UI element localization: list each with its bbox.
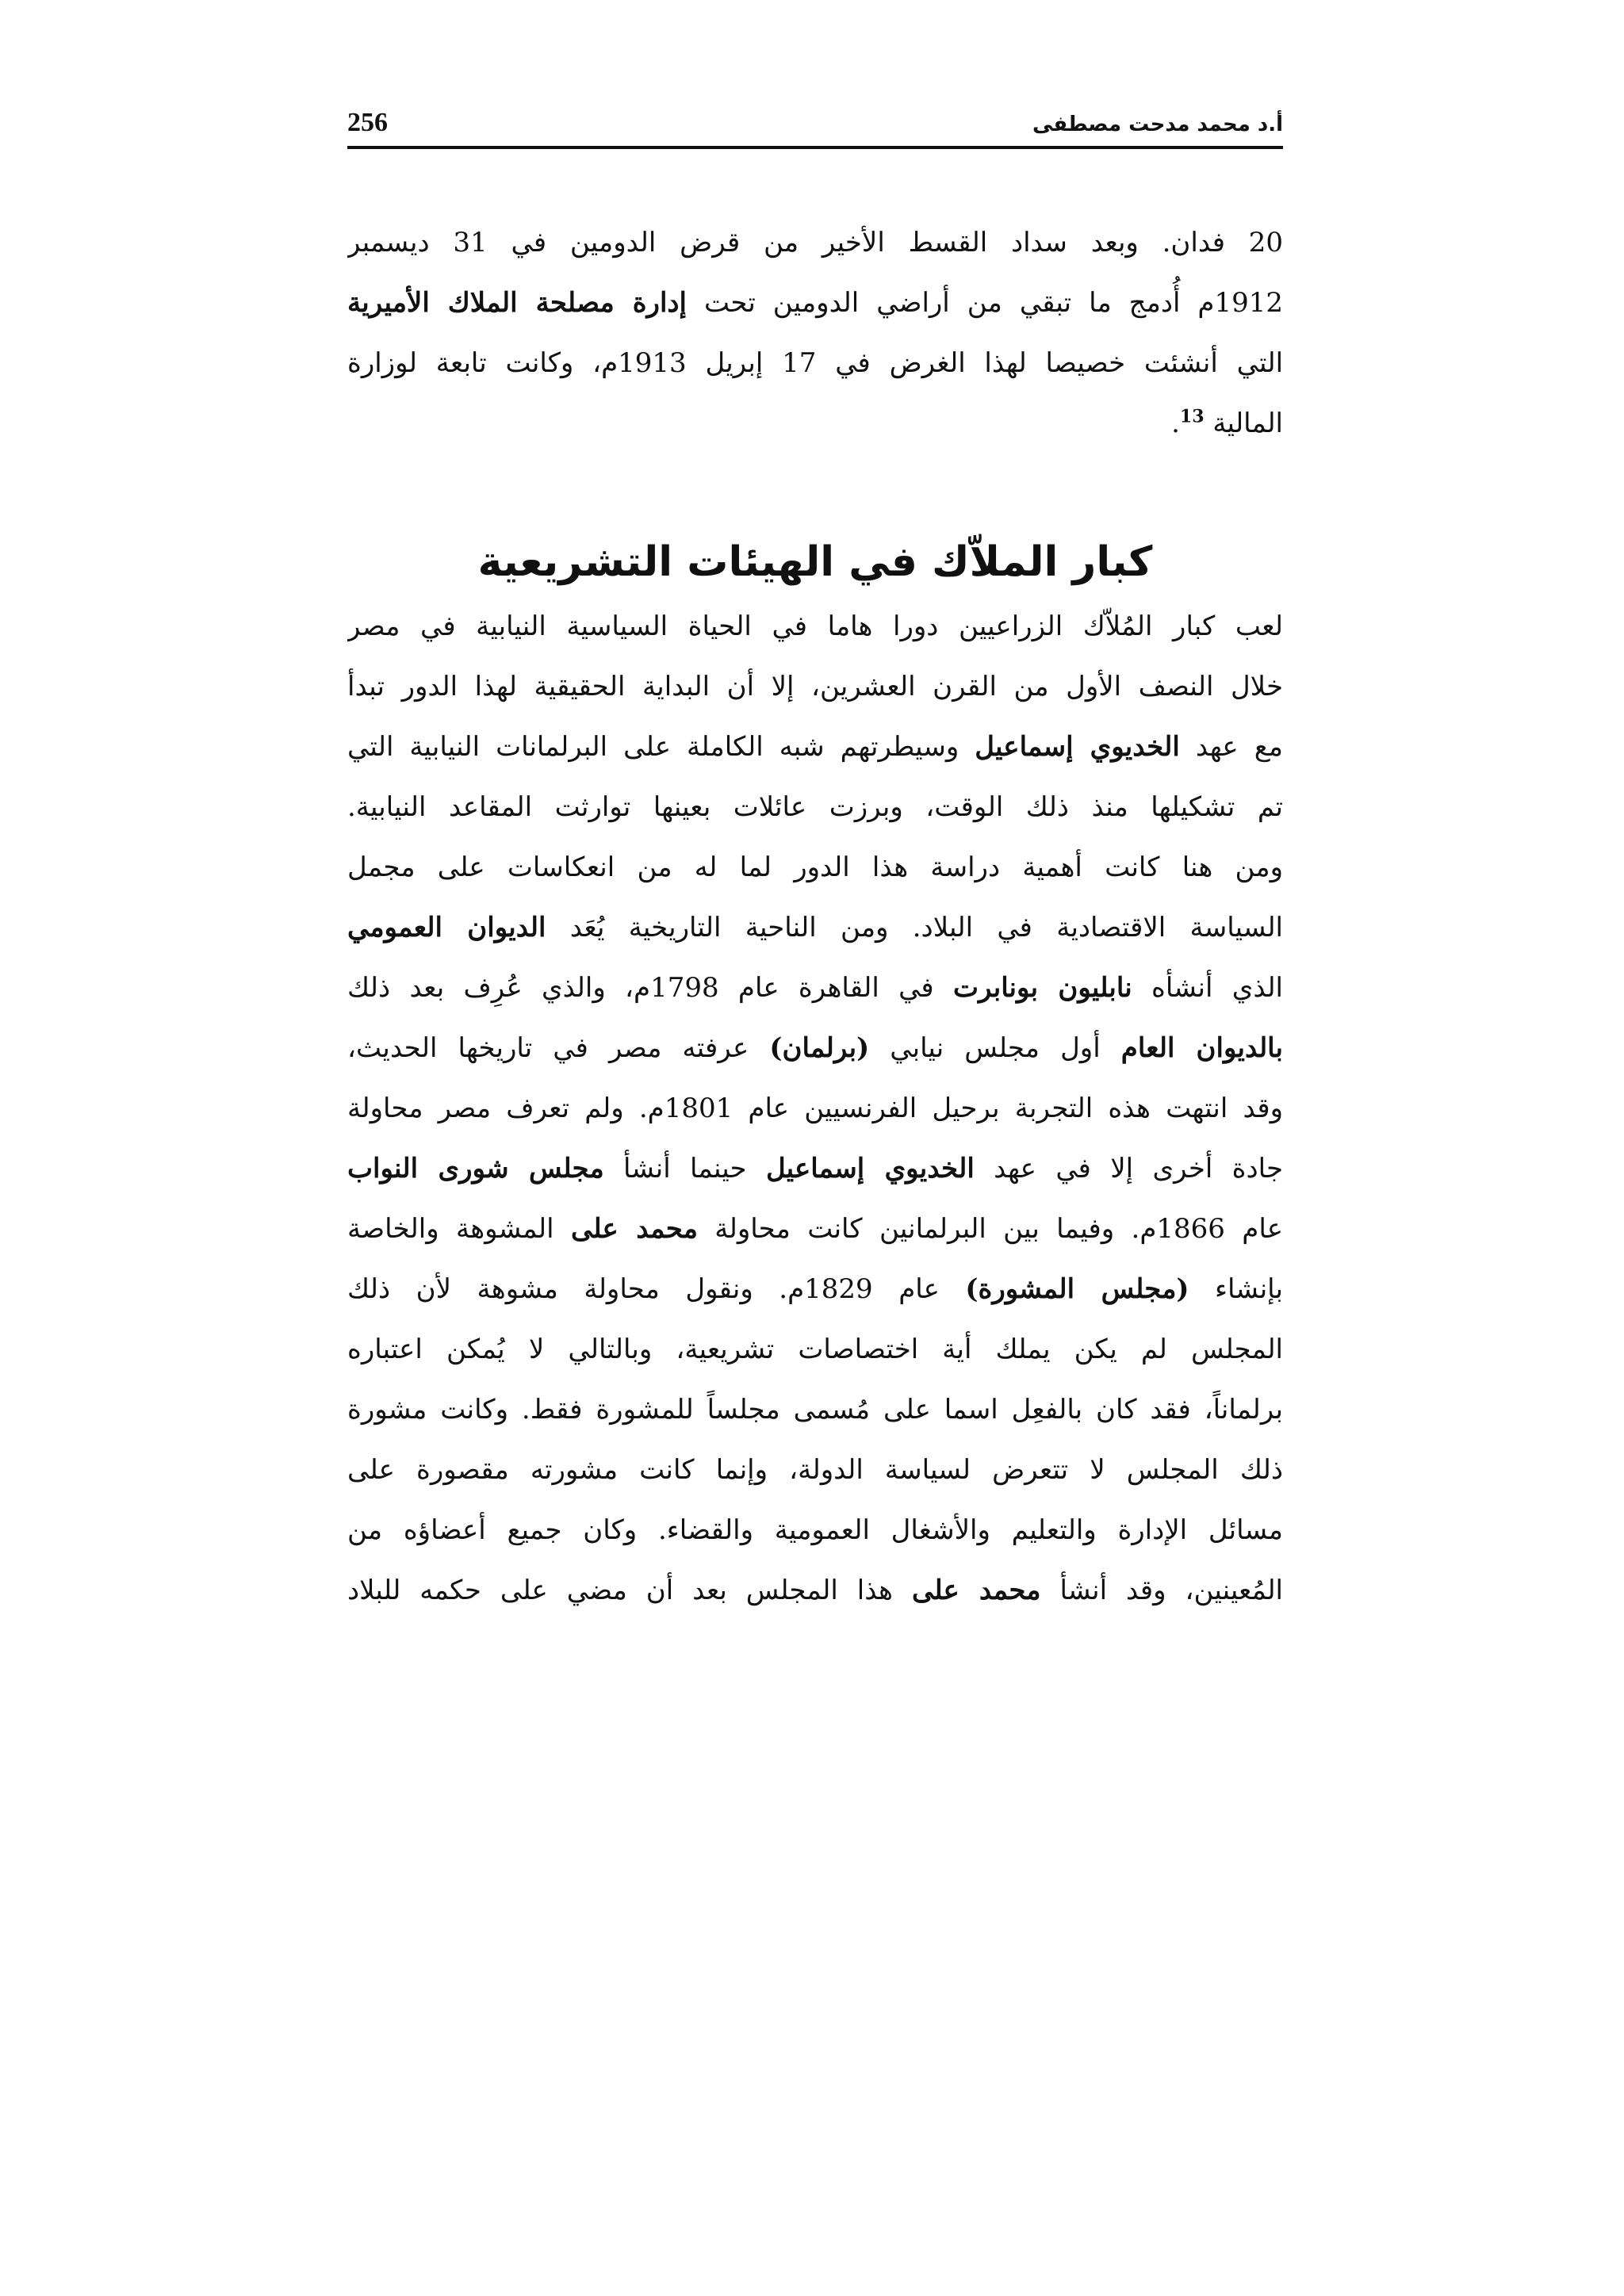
section-paragraph — [347, 596, 1283, 1621]
text-run: المشوهة والخاصة — [347, 1213, 571, 1245]
bold-term: محمد على — [911, 1575, 1041, 1606]
text-run: عام 1866م. وفيما بين البرلمانين كانت محاولة — [697, 1213, 1283, 1245]
paragraph-line — [347, 1259, 1283, 1319]
paragraph-line — [347, 777, 1283, 837]
footnote-reference[interactable]: 13 — [1179, 406, 1205, 427]
paragraph-line — [347, 897, 1283, 958]
text-run: في القاهرة عام 1798م، والذي عُرِف بعد ذلك — [347, 972, 953, 1004]
text-run: عام 1829م. ونقول محاولة مشوهة لأن ذلك — [347, 1273, 966, 1305]
bold-term: نابليون بونابرت — [952, 972, 1132, 1004]
paragraph-line: المالية $^{13}$. — [1171, 406, 1283, 439]
paragraph-line — [347, 1319, 1283, 1380]
paragraph-line — [347, 1500, 1283, 1560]
bold-term: بالديوان العام — [1120, 1032, 1283, 1064]
text-run: ذلك المجلس لا تتعرض لسياسة الدولة، وإنما كانت مشورته مقصورة على — [347, 1454, 1283, 1486]
bold-term: الخديوي إسماعيل — [765, 1153, 975, 1184]
bold-term: محمد على — [570, 1213, 698, 1245]
text-run: ومن هنا كانت أهمية دراسة هذا الدور لما له من انعكاسات على مجمل — [347, 851, 1283, 883]
text-run: المجلس لم يكن يملك أية اختصاصات تشريعية، وبالتالي لا يُمكن اعتباره — [347, 1334, 1283, 1365]
text-run: مسائل الإدارة والتعليم والأشغال العمومية والقضاء. وكان جميع أعضاؤه من — [347, 1514, 1283, 1546]
text-run: أول مجلس نيابي — [869, 1032, 1121, 1064]
text-run: حينما أنشأ — [603, 1153, 766, 1184]
text-run: وسيطرتهم شبه الكاملة على البرلمانات النيابية التي — [347, 731, 975, 763]
paragraph-line — [347, 837, 1283, 897]
bold-term: (مجلس المشورة) — [965, 1273, 1189, 1305]
paragraph-line — [347, 717, 1283, 777]
running-header — [347, 103, 1283, 151]
paragraph-line — [347, 1440, 1283, 1500]
paragraph-line — [347, 958, 1283, 1018]
paragraph-line — [347, 656, 1283, 717]
text-run: الذي أنشأه — [1132, 972, 1283, 1004]
paragraph-line — [347, 1138, 1283, 1199]
intro-paragraph — [347, 212, 1283, 453]
paragraph-line: التي أنشئت خصيصا لهذا الغرض في 17 إبريل 1913م، وكانت تابعة لوزارة — [347, 347, 1283, 379]
bold-term: إدارة مصلحة الملاك الأميرية — [347, 287, 688, 319]
paragraph-line — [347, 1199, 1283, 1259]
text-run: وقد انتهت هذه التجربة برحيل الفرنسيين عام 1801م. ولم تعرف مصر محاولة — [347, 1093, 1283, 1124]
text-run: لعب كبار المُلاّك الزراعيين دورا هاما في الحياة السياسية النيابية في مصر — [347, 610, 1283, 642]
paragraph-line: 1912م أُدمج ما تبقي من أراضي الدومين تحت إدارة مصلحة الملاك الأميرية — [347, 287, 1283, 319]
paragraph-line — [347, 1018, 1283, 1078]
text-run: مع عهد — [1179, 731, 1283, 763]
page-number: 256 — [347, 108, 388, 137]
text-run: تم تشكيلها منذ ذلك الوقت، وبرزت عائلات بعينها توارثت المقاعد النيابية. — [347, 791, 1283, 823]
section-heading: كبار الملاّك في الهيئات التشريعية — [477, 538, 1153, 586]
author-name: أ.د محمد مدحت مصطفى — [1032, 113, 1283, 136]
header-rule — [347, 146, 1283, 149]
paragraph-line — [347, 1078, 1283, 1138]
bold-term: الخديوي إسماعيل — [975, 731, 1180, 763]
bold-term: (برلمان) — [769, 1032, 870, 1064]
text-run: برلماناً، فقد كان بالفعِل اسما على مُسمى مجلساً للمشورة فقط. وكانت مشورة — [347, 1394, 1283, 1425]
paragraph-line — [347, 1380, 1283, 1440]
paragraph-line — [347, 596, 1283, 656]
text-run: هذا المجلس بعد أن مضي على حكمه للبلاد — [347, 1575, 912, 1606]
text-run: السياسة الاقتصادية في البلاد. ومن الناحية التاريخية يُعَد — [546, 912, 1283, 943]
text-run: المُعينين، وقد أنشأ — [1040, 1575, 1283, 1606]
bold-term: مجلس شورى النواب — [347, 1153, 604, 1184]
bold-term: الديوان العمومي — [347, 912, 546, 943]
text-run: بإنشاء — [1189, 1273, 1283, 1305]
text-run: خلال النصف الأول من القرن العشرين، إلا أن البداية الحقيقية لهذا الدور تبدأ — [347, 671, 1283, 702]
text-run: عرفته مصر في تاريخها الحديث، — [347, 1032, 770, 1064]
text-run: جادة أخرى إلا في عهد — [974, 1153, 1283, 1184]
paragraph-line — [347, 1560, 1283, 1621]
paragraph-line: 20 فدان. وبعد سداد القسط الأخير من قرض الدومين في 31 ديسمبر — [347, 227, 1283, 258]
